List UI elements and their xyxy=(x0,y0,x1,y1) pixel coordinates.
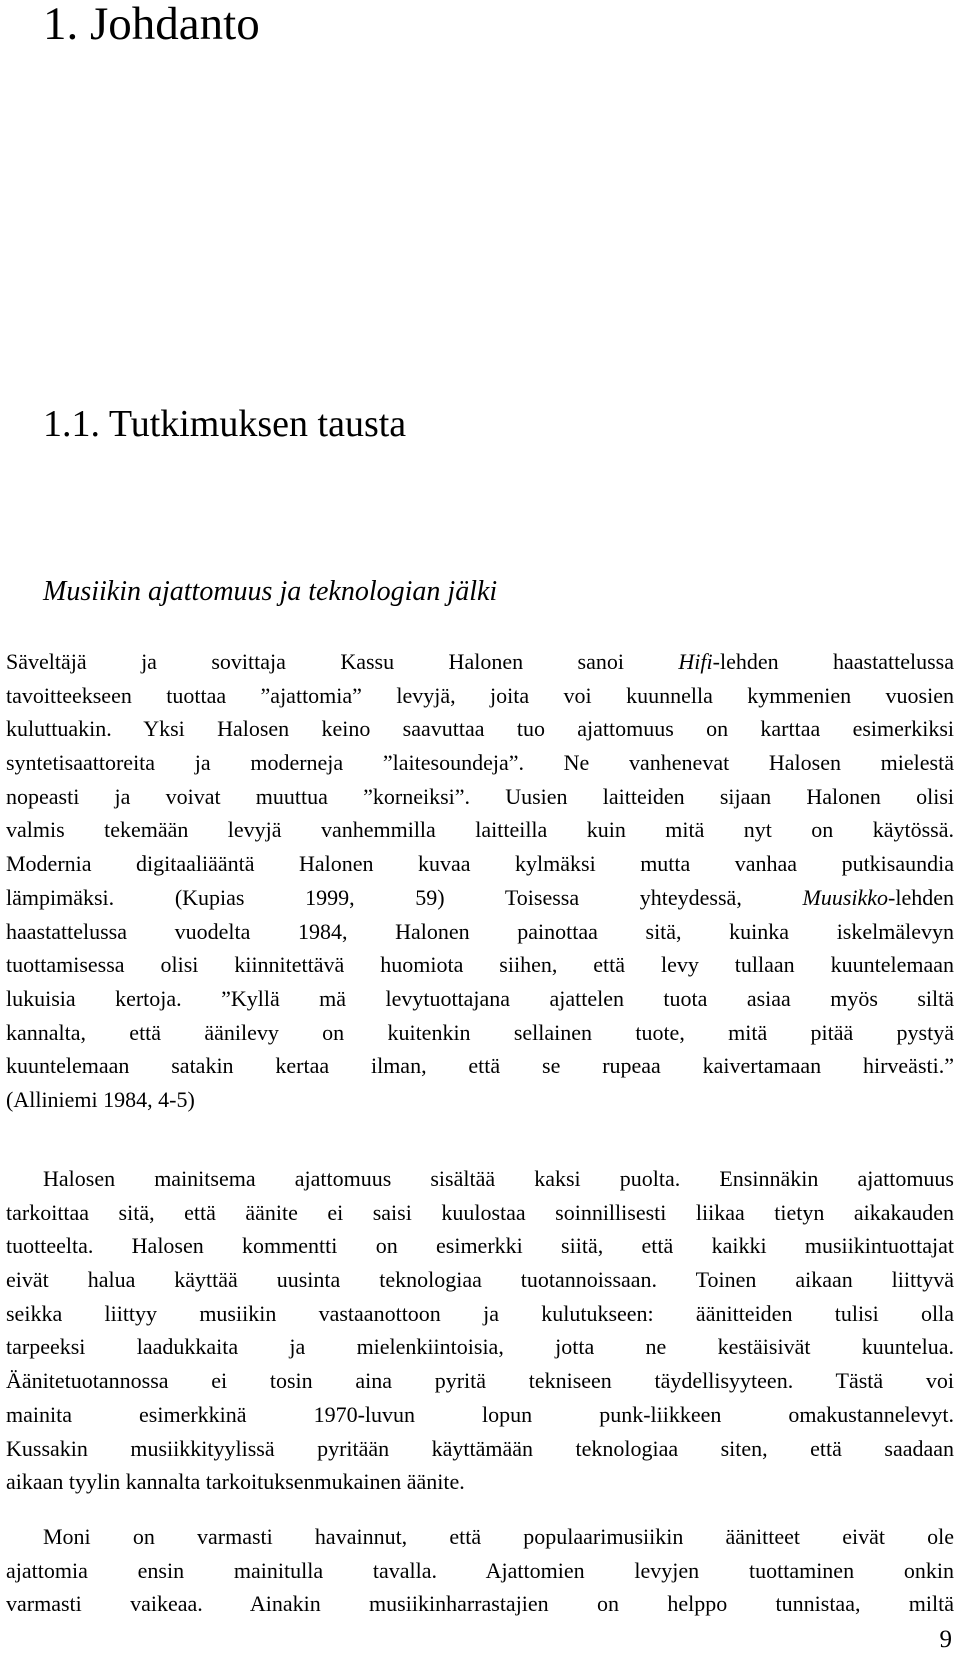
paragraph-2 xyxy=(6,1162,954,1499)
text-line: Äänitetuotannossa ei tosin aina pyritä tekniseen täydellisyyteen. Tästä voi xyxy=(6,1368,954,1394)
chapter-title: 1. Johdanto xyxy=(43,0,260,50)
text-line: lukuisia kertoja. ”Kyllä mä levytuottajana ajattelen tuota asiaa myös siltä xyxy=(6,985,954,1011)
text-line: tuottamisessa olisi kiinnitettävä huomiota siihen, että levy tullaan kuuntelemaan xyxy=(6,952,954,978)
text-line: ajattomia ensin mainitulla tavalla. Ajattomien levyjen tuottaminen onkin xyxy=(6,1557,954,1583)
text-line: Säveltäjä ja sovittaja Kassu Halonen sanoi Hifi-lehden haastattelussa xyxy=(6,649,954,674)
text-line: aikaan tyylin kannalta tarkoituksenmukainen äänite. xyxy=(6,1469,465,1495)
text-line: kuuntelemaan satakin kertaa ilman, että se rupeaa kaivertamaan hirveästi.” xyxy=(6,1053,954,1079)
paragraph-1 xyxy=(6,645,954,1117)
text-line: syntetisaattoreita ja moderneja ”laitesoundeja”. Ne vanhenevat Halosen mielestä xyxy=(6,750,954,776)
italic-title: Hifi xyxy=(678,649,713,674)
text-line: nopeasti ja voivat muuttua ”korneiksi”. Uusien laitteiden sijaan Halonen olisi xyxy=(6,783,954,809)
text-line: Moni on varmasti havainnut, että populaarimusiikin äänitteet eivät ole xyxy=(43,1524,954,1549)
text-line: valmis tekemään levyjä vanhemmilla laitteilla kuin mitä nyt on käytössä. xyxy=(6,817,954,843)
text-line: tarkoittaa sitä, että äänite ei saisi kuulostaa soinnillisesti liikaa tietyn aikakauden xyxy=(6,1199,954,1225)
text-line: tavoitteekseen tuottaa ”ajattomia” levyjä, joita voi kuunnella kymmenien vuosien xyxy=(6,682,954,708)
text-line: tarpeeksi laadukkaita ja mielenkiintoisia, jotta ne kestäisivät kuuntelua. xyxy=(6,1334,954,1360)
text-line: kuluttuakin. Yksi Halosen keino saavuttaa tuo ajattomuus on karttaa esimerkiksi xyxy=(6,716,954,742)
paragraph-3 xyxy=(6,1520,954,1621)
page-number: 9 xyxy=(939,1626,952,1653)
text-line: (Alliniemi 1984, 4-5) xyxy=(6,1086,195,1112)
text-line: kannalta, että äänilevy on kuitenkin sellainen tuote, mitä pitää pystyä xyxy=(6,1019,954,1045)
text-line: eivät halua käyttää uusinta teknologiaa tuotannoissaan. Toinen aikaan liittyvä xyxy=(6,1267,954,1293)
section-title: 1.1. Tutkimuksen tausta xyxy=(43,403,407,445)
text-line: Kussakin musiikkityylissä pyritään käyttämään teknologiaa siten, että saadaan xyxy=(6,1435,954,1461)
text-line: varmasti vaikeaa. Ainakin musiikinharrastajien on helppo tunnistaa, miltä xyxy=(6,1591,954,1617)
text-line: seikka liittyy musiikin vastaanottoon ja kulutukseen: äänitteiden tulisi olla xyxy=(6,1300,954,1326)
text-line: Halosen mainitsema ajattomuus sisältää kaksi puolta. Ensinnäkin ajattomuus xyxy=(43,1166,954,1191)
text-line: tuotteelta. Halosen kommentti on esimerkki siitä, että kaikki musiikintuottajat xyxy=(6,1233,954,1259)
text-line: haastattelussa vuodelta 1984, Halonen painottaa sitä, kuinka iskelmälevyn xyxy=(6,918,954,944)
italic-title: Muusikko xyxy=(802,884,889,910)
text-line: Modernia digitaaliääntä Halonen kuvaa kylmäksi mutta vanhaa putkisaundia xyxy=(6,851,954,877)
subsection-title: Musiikin ajattomuus ja teknologian jälki xyxy=(43,576,498,607)
text-line: lämpimäksi. (Kupias 1999, 59) Toisessa yhteydessä, Muusikko-lehden xyxy=(6,884,954,910)
text-line: mainita esimerkkinä 1970-luvun lopun punk-liikkeen omakustannelevyt. xyxy=(6,1401,954,1427)
